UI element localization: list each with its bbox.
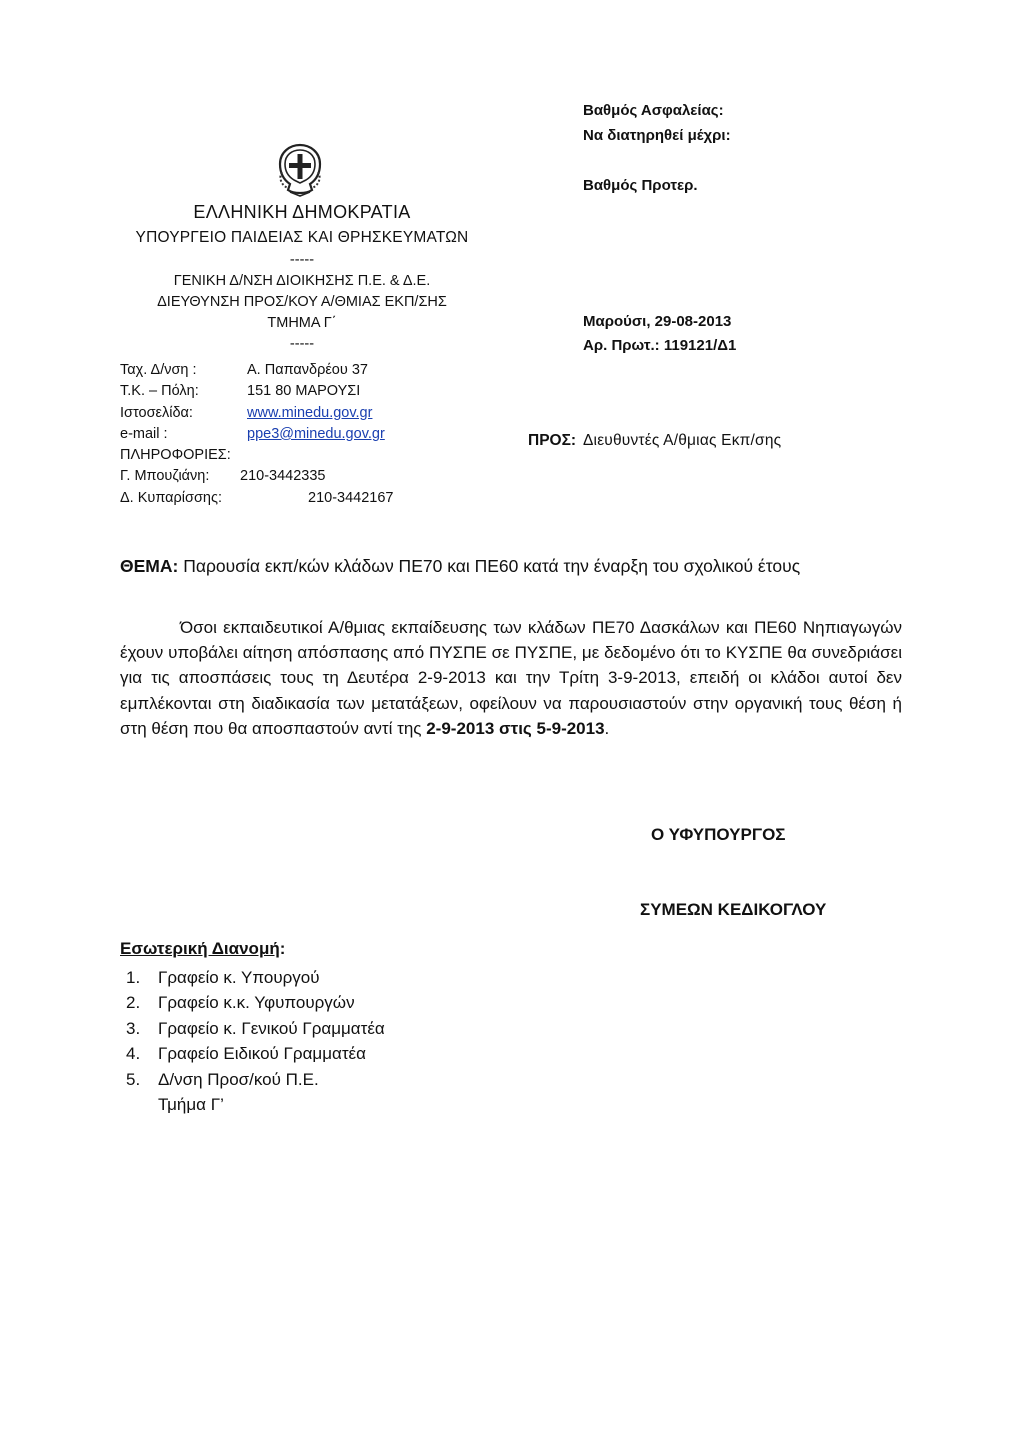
issuer-header bbox=[112, 198, 492, 355]
person1-name: Γ. Μπουζιάνη: bbox=[120, 468, 210, 485]
list-item-text: Δ/νση Προσ/κού Π.Ε. bbox=[158, 1069, 319, 1089]
subject-line bbox=[120, 553, 800, 579]
info-label: ΠΛΗΡΟΦΟΡΙΕΣ: bbox=[120, 447, 231, 464]
body-bold-dates: 2-9-2013 στις 5-9-2013 bbox=[426, 718, 605, 738]
priority-level: Βαθμός Προτερ. bbox=[583, 177, 698, 194]
person2-row bbox=[120, 488, 540, 509]
greek-coat-of-arms-emblem bbox=[274, 142, 326, 198]
person1-phone: 210-3442335 bbox=[240, 468, 326, 485]
address-label: Ταχ. Δ/νση : bbox=[120, 362, 197, 378]
signer-title: Ο ΥΦΥΠΟΥΡΓΟΣ bbox=[651, 825, 786, 844]
dateline bbox=[583, 310, 736, 358]
postcode-label: Τ.Κ. – Πόλη: bbox=[120, 383, 199, 400]
website-row bbox=[120, 403, 540, 424]
place-date: Μαρούσι, 29-08-2013 bbox=[583, 313, 732, 330]
header-separator: ----- bbox=[289, 252, 315, 268]
subject-label: ΘΕΜΑ: bbox=[120, 556, 179, 576]
email-label: e-mail : bbox=[120, 425, 168, 442]
body-paragraph bbox=[120, 615, 902, 741]
list-item-text: Γραφείο κ.κ. Υφυπουργών bbox=[158, 993, 355, 1013]
list-item-number: 1. bbox=[126, 968, 141, 987]
list-item-number: 4. bbox=[126, 1044, 141, 1064]
list-item-text: Γραφείο κ. Γενικού Γραμματέα bbox=[158, 1018, 385, 1038]
department: ΤΜΗΜΑ Γ΄ bbox=[267, 315, 337, 331]
classification-block bbox=[583, 98, 731, 198]
header-separator-2: ----- bbox=[289, 336, 315, 352]
body-end: . bbox=[604, 718, 610, 738]
list-item-number: 5. bbox=[126, 1069, 141, 1089]
distribution-title-colon: : bbox=[279, 939, 286, 958]
recipients-value: Διευθυντές Α/θμιας Εκπ/σης bbox=[583, 432, 782, 449]
subject-text: Παρουσία εκπ/κών κλάδων ΠΕ70 και ΠΕ60 κατά την έναρξη του σχολικού έτους bbox=[183, 556, 801, 576]
protocol-number: Αρ. Πρωτ.: 119121/Δ1 bbox=[583, 337, 737, 354]
postcode-value: 151 80 ΜΑΡΟΥΣΙ bbox=[247, 383, 361, 400]
person2-name: Δ. Κυπαρίσσης: bbox=[120, 489, 222, 506]
republic-name: ΕΛΛΗΝΙΚΗ ΔΗΜΟΚΡΑΤΙΑ bbox=[193, 202, 411, 222]
person2-phone: 210-3442167 bbox=[308, 489, 394, 506]
list-item-continuation-text: Τμήμα Γ’ bbox=[158, 1094, 224, 1114]
recipients-label: ΠΡΟΣ: bbox=[528, 432, 577, 449]
list-item-text: Γραφείο κ. Υπουργού bbox=[158, 968, 320, 987]
address-value: Α. Παπανδρέου 37 bbox=[247, 362, 368, 378]
distribution-title-text: Εσωτερική Διανομή bbox=[120, 939, 280, 958]
distribution-title bbox=[120, 939, 285, 959]
website-label: Ιστοσελίδα: bbox=[120, 404, 193, 421]
directorate: ΔΙΕΥΘΥΝΣΗ ΠΡΟΣ/ΚΟΥ Α/ΘΜΙΑΣ ΕΚΠ/ΣΗΣ bbox=[157, 294, 447, 310]
ministry-name: ΥΠΟΥΡΓΕΙΟ ΠΑΙΔΕΙΑΣ ΚΑΙ ΘΡΗΣΚΕΥΜΑΤΩΝ bbox=[135, 229, 469, 246]
contact-details bbox=[120, 360, 540, 509]
list-item-number: 2. bbox=[126, 993, 141, 1013]
email-row bbox=[120, 424, 540, 445]
security-level: Βαθμός Ασφαλείας: bbox=[583, 102, 724, 119]
email-link[interactable]: ppe3@minedu.gov.gr bbox=[247, 425, 385, 442]
body-text: Όσοι εκπαιδευτικοί Α/θμιας εκπαίδευσης των κλάδων ΠΕ70 Δασκάλων και ΠΕ60 Νηπιαγωγών έχουν υποβάλει αίτηση απόσπασης από ΠΥΣΠΕ σε ΠΥΣΠΕ, με δεδομένο ότι το ΚΥΣΠΕ θα συνεδριάσει για τις αποσπάσεις τους τη Δευτέρα 2-9-2013 και την Τρίτη 3-9-2013, επειδή οι κλάδοι αυτοί δεν εμπλέκονται στη διαδικασία των μετατάξεων, οφείλουν να παρουσιαστούν στην οργανική τους θέση ή στη θέση που θα αποσπαστούν αντί της bbox=[120, 618, 902, 738]
list-item-text: Γραφείο Ειδικού Γραμματέα bbox=[158, 1044, 366, 1064]
address-row bbox=[120, 360, 540, 381]
retain-until: Να διατηρηθεί μέχρι: bbox=[583, 127, 731, 144]
website-link[interactable]: www.minedu.gov.gr bbox=[247, 404, 373, 421]
person1-row bbox=[120, 466, 540, 487]
list-item-number: 3. bbox=[126, 1018, 141, 1038]
postcode-row bbox=[120, 381, 540, 402]
signer-name: ΣΥΜΕΩΝ ΚΕΔΙΚΟΓΛΟΥ bbox=[640, 900, 827, 919]
info-row bbox=[120, 445, 540, 466]
general-directorate: ΓΕΝΙΚΗ Δ/ΝΣΗ ΔΙΟΙΚΗΣΗΣ Π.Ε. & Δ.Ε. bbox=[173, 273, 431, 289]
